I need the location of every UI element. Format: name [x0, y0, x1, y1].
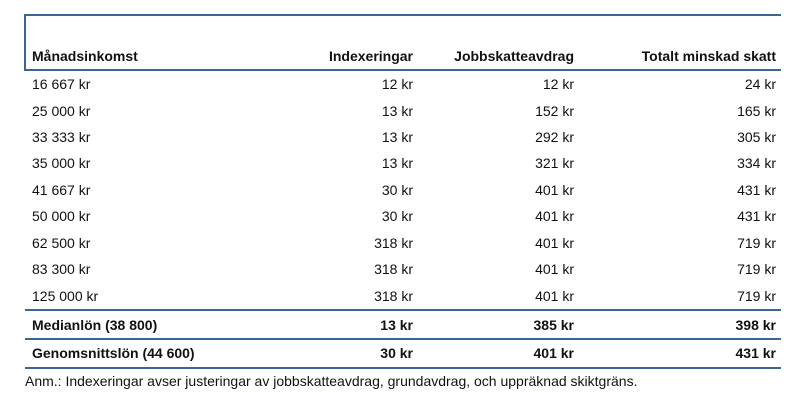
cell-income: 125 000 kr: [32, 288, 99, 304]
cell-jobbskatteavdrag: 152 kr: [535, 103, 574, 119]
cell-total: 719 kr: [737, 261, 776, 277]
cell-jobbskatteavdrag: 401 kr: [535, 208, 574, 224]
table-row: [25, 71, 781, 97]
cell-total: 431 kr: [737, 208, 776, 224]
cell-total: 398 kr: [735, 317, 776, 333]
table-row: [25, 177, 781, 203]
table-row: [25, 98, 781, 124]
cell-jobbskatteavdrag: 401 kr: [535, 182, 574, 198]
cell-total: 431 kr: [737, 182, 776, 198]
cell-indexering: 13 kr: [381, 155, 413, 171]
cell-total: 24 kr: [744, 76, 776, 92]
cell-jobbskatteavdrag: 401 kr: [533, 345, 574, 361]
table-row: [25, 150, 781, 176]
cell-income: 50 000 kr: [32, 208, 91, 224]
cell-income: 33 333 kr: [32, 129, 91, 145]
cell-jobbskatteavdrag: 401 kr: [535, 235, 574, 251]
table-row: [25, 230, 781, 256]
cell-indexering: 318 kr: [374, 288, 413, 304]
cell-jobbskatteavdrag: 385 kr: [533, 317, 574, 333]
summary-divider-top: [25, 309, 781, 311]
summary-divider-bottom: [25, 367, 781, 369]
header-jobbskatteavdrag: Jobbskatteavdrag: [454, 48, 574, 64]
cell-indexering: 13 kr: [380, 317, 413, 333]
cell-income: 35 000 kr: [32, 155, 91, 171]
cell-income: 62 500 kr: [32, 235, 91, 251]
table-row: [25, 203, 781, 229]
cell-total: 305 kr: [737, 129, 776, 145]
cell-income: 25 000 kr: [32, 103, 91, 119]
cell-total: 165 kr: [737, 103, 776, 119]
cell-indexering: 30 kr: [380, 345, 413, 361]
cell-indexering: 13 kr: [381, 103, 413, 119]
table-header-row: [25, 43, 781, 69]
cell-income: 16 667 kr: [32, 76, 91, 92]
header-indexeringar: Indexeringar: [328, 48, 413, 64]
cell-total: 431 kr: [735, 345, 776, 361]
cell-jobbskatteavdrag: 292 kr: [535, 129, 574, 145]
cell-jobbskatteavdrag: 401 kr: [535, 261, 574, 277]
cell-income: 41 667 kr: [32, 182, 91, 198]
cell-total: 719 kr: [737, 288, 776, 304]
footnote: Anm.: Indexeringar avser justeringar av jobbskatteavdrag, grundavdrag, och uppräknad skiktgräns.: [25, 373, 638, 389]
cell-jobbskatteavdrag: 401 kr: [535, 288, 574, 304]
cell-indexering: 30 kr: [381, 208, 413, 224]
cell-label: Genomsnittslön (44 600): [32, 345, 195, 361]
cell-jobbskatteavdrag: 321 kr: [535, 155, 574, 171]
cell-indexering: 30 kr: [381, 182, 413, 198]
table-frame-top-border: [25, 14, 781, 16]
cell-label: Medianlön (38 800): [32, 317, 158, 333]
summary-row-median: [25, 312, 781, 338]
table-row: [25, 283, 781, 309]
cell-jobbskatteavdrag: 12 kr: [542, 76, 574, 92]
cell-total: 719 kr: [737, 235, 776, 251]
cell-indexering: 13 kr: [381, 129, 413, 145]
cell-total: 334 kr: [737, 155, 776, 171]
header-totalt-minskad-skatt: Totalt minskad skatt: [641, 48, 776, 64]
table-row: [25, 124, 781, 150]
table-row: [25, 256, 781, 282]
summary-row-average: [25, 340, 781, 366]
cell-indexering: 318 kr: [374, 235, 413, 251]
cell-income: 83 300 kr: [32, 261, 91, 277]
cell-indexering: 12 kr: [381, 76, 413, 92]
cell-indexering: 318 kr: [374, 261, 413, 277]
header-manadsinkomst: Månadsinkomst: [32, 48, 138, 64]
